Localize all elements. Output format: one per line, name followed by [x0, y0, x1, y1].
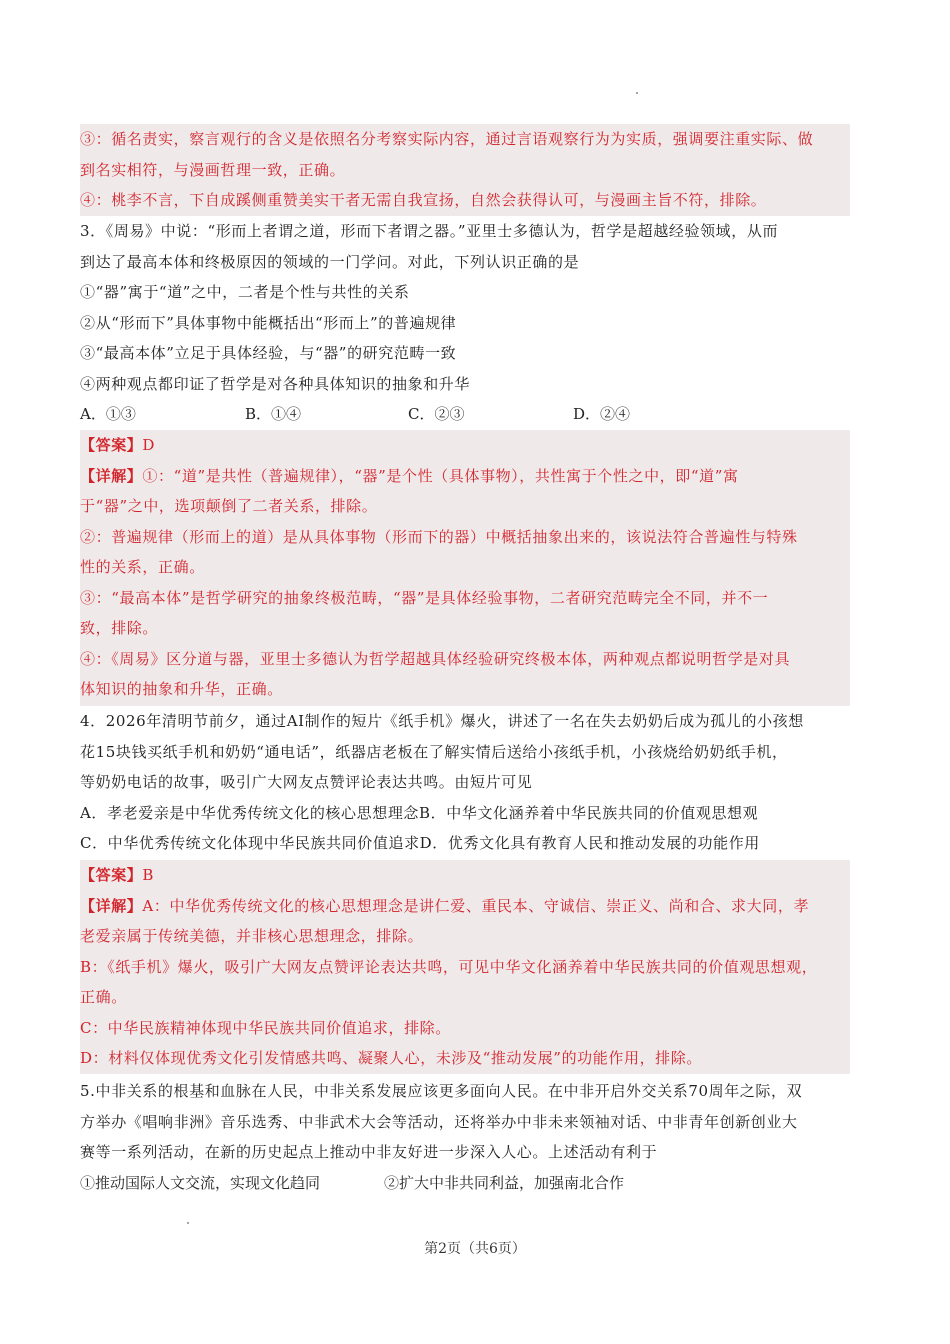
detail-text: ③：“最高本体”是哲学研究的抽象终极范畴，“器”是具体经验事物，二者研究范畴完全不同，并不一	[80, 588, 769, 607]
detail-text: 正确。	[80, 988, 127, 1006]
statement-item: ④两种观点都印证了哲学是对各种具体知识的抽象和升华	[80, 374, 471, 393]
question-stem: 5.中非关系的根基和血脉在人民，中非关系发展应该更多面向人民。在中非开启外交关系70周年之际，双	[80, 1082, 803, 1100]
question-stem: 赛等一系列活动，在新的历史起点上推动中非友好进一步深入人心。上述活动有利于	[80, 1143, 658, 1161]
answer-value: D	[142, 436, 156, 454]
detail-text: 于“器”之中，选项颠倒了二者关系，排除。	[80, 497, 378, 515]
detail-text: 性的关系，正确。	[80, 558, 205, 576]
statement-item: ①推动国际人文交流，实现文化趋同	[80, 1173, 321, 1192]
question-5	[80, 1076, 850, 1198]
statement-item: ③“最高本体”立足于具体经验，与“器”的研究范畴一致	[80, 344, 457, 362]
question-4	[80, 706, 850, 859]
q4-answer-block	[80, 860, 850, 1074]
scan-speck	[187, 1222, 189, 1224]
option-c: C．②③	[408, 405, 465, 423]
question-3	[80, 216, 850, 430]
question-stem: 3．《周易》中说：“形而上者谓之道，形而下者谓之器。”亚里士多德认为，哲学是超越经验领域，从而	[80, 222, 779, 240]
detail-text: 老爱亲属于传统美德，并非核心思想理念，排除。	[80, 927, 424, 945]
statement-item: ②从“形而下”具体事物中能概括出“形而上”的普遍规律	[80, 313, 457, 332]
analysis-line: 到名实相符，与漫画哲理一致，正确。	[80, 160, 346, 179]
answer-value: B	[142, 866, 155, 884]
option-a: A．①③	[80, 405, 136, 423]
detail-text: 体知识的抽象和升华，正确。	[80, 680, 283, 698]
option-b: B．①④	[245, 405, 302, 423]
detail-text: B：《纸手机》爆火，吸引广大网友点赞评论表达共鸣，可见中华文化涵养着中华民族共同的价值观思想观，	[80, 957, 818, 976]
detail-text: 致，排除。	[80, 619, 159, 637]
question-stem: 方举办《唱响非洲》音乐选秀、中非武术大会等活动，还将举办中非未来领袖对话、中非青年创新创业大	[80, 1112, 798, 1131]
detail-text: ②：普遍规律（形而上的道）是从具体事物（形而下的器）中概括抽象出来的，该说法符合普遍性与特殊	[80, 527, 798, 546]
question-stem: 到达了最高本体和终极原因的领域的一门学问。对此，下列认识正确的是	[80, 252, 580, 271]
option-line: C．中华优秀传统文化体现中华民族共同价值追求D．优秀文化具有教育人民和推动发展的功能作用	[80, 834, 760, 852]
detail-tag: 【详解】	[80, 466, 143, 485]
answer-tag: 【答案】	[80, 866, 143, 884]
detail-text: ①：“道”是共性（普遍规律），“器”是个性（具体事物），共性寓于个性之中，即“道”寓	[142, 466, 739, 485]
detail-text: A：中华优秀传统文化的核心思想理念是讲仁爱、重民本、守诚信、崇正义、尚和合、求大同，孝	[142, 896, 810, 915]
options-row	[80, 399, 850, 430]
analysis-line: ③：循名责实，察言观行的含义是依照名分考察实际内容，通过言语观察行为为实质，强调要注重实际、做	[80, 130, 814, 148]
scan-speck	[636, 92, 638, 94]
option-d: D．②④	[573, 405, 631, 423]
analysis-line: ④：桃李不言，下自成蹊侧重赞美实干者无需自我宣扬，自然会获得认可，与漫画主旨不符，排除。	[80, 191, 767, 209]
detail-text: ④：《周易》区分道与器，亚里士多德认为哲学超越具体经验研究终极本体，两种观点都说明哲学是对具	[80, 649, 791, 668]
option-line: A．孝老爱亲是中华优秀传统文化的核心思想理念B．中华文化涵养着中华民族共同的价值观思想观	[80, 803, 759, 822]
detail-text: C：中华民族精神体现中华民族共同价值追求，排除。	[80, 1018, 451, 1037]
q3-answer-block	[80, 430, 850, 706]
statement-item: ①“器”寓于“道”之中，二者是个性与共性的关系	[80, 283, 410, 301]
question-stem: 4．2026年清明节前夕，通过AI制作的短片《纸手机》爆火，讲述了一名在失去奶奶后成为孤儿的小孩想	[80, 712, 804, 730]
question-stem: 等奶奶电话的故事，吸引广大网友点赞评论表达共鸣。由短片可见	[80, 773, 533, 791]
answer-tag: 【答案】	[80, 436, 143, 454]
prev-analysis-block	[80, 124, 850, 216]
detail-text: D：材料仅体现优秀文化引发情感共鸣、凝聚人心，未涉及“推动发展”的功能作用，排除。	[80, 1049, 702, 1067]
question-stem: 花15块钱买纸手机和奶奶“通电话”，纸器店老板在了解实情后送给小孩纸手机，小孩烧给奶奶纸手机，	[80, 742, 788, 761]
page-footer: 第2页（共6页）	[424, 1241, 526, 1257]
statement-item: ②扩大中非共同利益，加强南北合作	[384, 1173, 625, 1192]
detail-tag: 【详解】	[80, 896, 143, 915]
statement-row	[80, 1168, 850, 1199]
